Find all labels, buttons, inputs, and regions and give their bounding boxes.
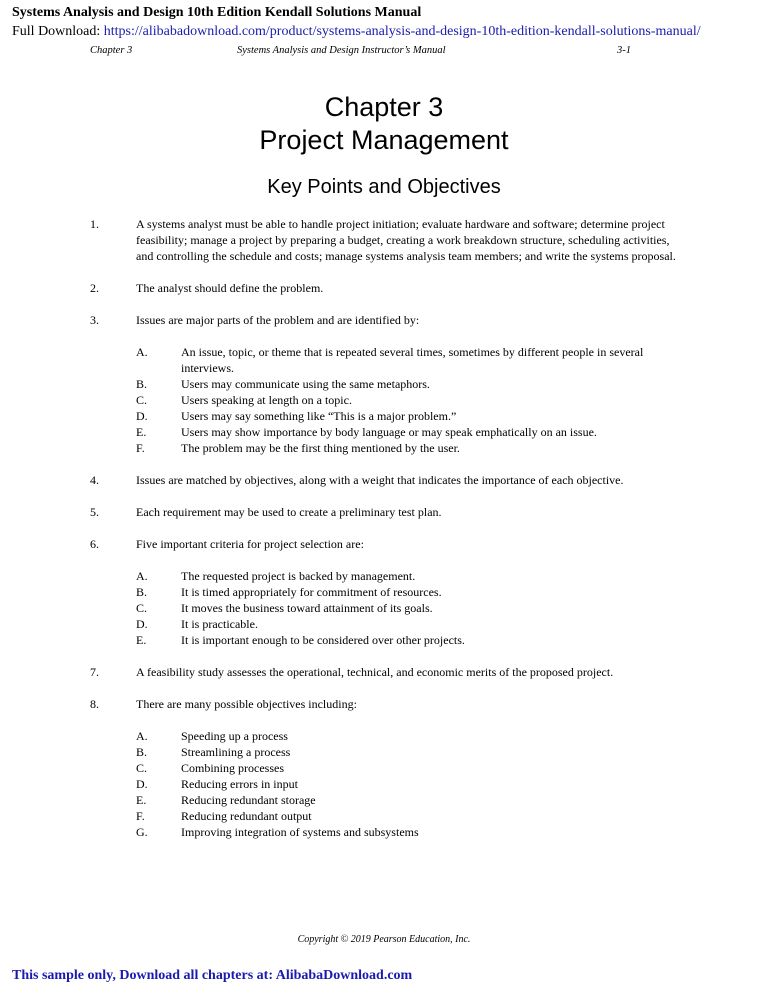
list-item-text: A feasibility study assesses the operational, technical, and economic merits of the proposed project. xyxy=(136,665,614,679)
list-item-number: 5. xyxy=(90,505,99,519)
sub-list-item-letter: B. xyxy=(136,585,148,599)
sub-list-item-letter: A. xyxy=(136,345,148,359)
sub-list-item xyxy=(0,424,768,440)
chapter-title: Project Management xyxy=(259,125,509,155)
sub-list-item-letter: D. xyxy=(136,777,148,791)
list-item-text: Each requirement may be used to create a preliminary test plan. xyxy=(136,505,442,519)
sub-list-item xyxy=(0,376,768,392)
sub-list-item-text: The problem may be the first thing mentioned by the user. xyxy=(181,441,460,455)
sub-list-item-text: Reducing redundant output xyxy=(181,809,312,823)
sub-list-item-letter: C. xyxy=(136,601,148,615)
sub-list-item-letter: C. xyxy=(136,761,148,775)
download-banner xyxy=(12,24,701,40)
sub-list-item-text: It moves the business toward attainment of its goals. xyxy=(181,601,433,615)
sub-list xyxy=(0,728,768,840)
sub-list-item xyxy=(0,392,768,408)
sub-list-item xyxy=(0,568,768,584)
list-item-number: 7. xyxy=(90,665,99,679)
list-item xyxy=(0,696,768,840)
list-item-number: 1. xyxy=(90,217,99,231)
copyright-notice: Copyright © 2019 Pearson Education, Inc. xyxy=(297,934,471,945)
chapter-number: Chapter 3 xyxy=(324,92,444,122)
sub-list-item-text: Combining processes xyxy=(181,761,284,775)
sub-list-item-text: An issue, topic, or theme that is repeated several times, sometimes by different people in several interviews. xyxy=(181,345,644,375)
sub-list-item-letter: F. xyxy=(136,809,145,823)
sub-list-item xyxy=(0,824,768,840)
list-item-text: There are many possible objectives including: xyxy=(136,697,357,711)
sub-list-item-letter: E. xyxy=(136,793,147,807)
sub-list-item xyxy=(0,728,768,744)
list-item xyxy=(0,280,768,296)
sub-list-item-letter: D. xyxy=(136,617,148,631)
key-points-list xyxy=(0,216,768,856)
sub-list-item-letter: D. xyxy=(136,409,148,423)
list-item-text: The analyst should define the problem. xyxy=(136,281,324,295)
sub-list-item xyxy=(0,632,768,648)
download-all-banner[interactable]: This sample only, Download all chapters at: AlibabaDownload.com xyxy=(12,968,413,983)
list-item-text: A systems analyst must be able to handle project initiation; evaluate hardware and software; determine project feasibility; manage a project by preparing a budget, creating a work breakdown structure, scheduling activities, and controlling the schedule and costs; manage systems analysis team members; and write the systems proposal. xyxy=(136,217,676,263)
sub-list xyxy=(0,568,768,648)
list-item-number: 8. xyxy=(90,697,99,711)
list-item xyxy=(0,216,768,264)
sub-list-item-text: It is timed appropriately for commitment of resources. xyxy=(181,585,442,599)
sub-list-item-letter: A. xyxy=(136,569,148,583)
running-header-page-number: 3-1 xyxy=(617,45,631,56)
sub-list-item-text: Users may show importance by body language or may speak emphatically on an issue. xyxy=(181,425,597,439)
list-item-number: 3. xyxy=(90,313,99,327)
sub-list-item-letter: B. xyxy=(136,745,148,759)
sub-list-item xyxy=(0,440,768,456)
sub-list-item-text: Speeding up a process xyxy=(181,729,288,743)
section-heading: Key Points and Objectives xyxy=(267,176,501,198)
sub-list-item-text: Reducing redundant storage xyxy=(181,793,316,807)
sub-list-item xyxy=(0,808,768,824)
sub-list-item xyxy=(0,344,768,376)
list-item xyxy=(0,472,768,488)
sub-list xyxy=(0,344,768,456)
list-item xyxy=(0,664,768,680)
sub-list-item-text: It is practicable. xyxy=(181,617,258,631)
download-link[interactable]: https://alibabadownload.com/product/systems-analysis-and-design-10th-edition-kendall-solutions-manual/ xyxy=(103,24,701,39)
list-item-text: Issues are matched by objectives, along with a weight that indicates the importance of each objective. xyxy=(136,473,624,487)
sub-list-item-letter: A. xyxy=(136,729,148,743)
list-item-number: 6. xyxy=(90,537,99,551)
sub-list-item-text: Reducing errors in input xyxy=(181,777,298,791)
list-item-text: Issues are major parts of the problem and are identified by: xyxy=(136,313,420,327)
running-header-title: Systems Analysis and Design Instructor’s Manual xyxy=(237,45,446,56)
sub-list-item xyxy=(0,616,768,632)
sub-list-item-letter: E. xyxy=(136,425,147,439)
download-banner-title: Systems Analysis and Design 10th Edition Kendall Solutions Manual xyxy=(12,5,422,20)
sub-list-item-letter: B. xyxy=(136,377,148,391)
sub-list-item xyxy=(0,776,768,792)
sub-list-item-letter: F. xyxy=(136,441,145,455)
sub-list-item-text: Improving integration of systems and subsystems xyxy=(181,825,419,839)
running-header-chapter: Chapter 3 xyxy=(90,45,133,56)
sub-list-item xyxy=(0,792,768,808)
sub-list-item xyxy=(0,760,768,776)
list-item-number: 2. xyxy=(90,281,99,295)
sub-list-item-text: Users may say something like “This is a major problem.” xyxy=(181,409,457,423)
list-item xyxy=(0,536,768,648)
sub-list-item xyxy=(0,584,768,600)
sub-list-item-letter: G. xyxy=(136,825,148,839)
download-label: Full Download: xyxy=(12,24,104,39)
list-item xyxy=(0,312,768,456)
running-header xyxy=(0,45,768,59)
list-item-number: 4. xyxy=(90,473,99,487)
chapter-heading xyxy=(0,91,768,157)
list-item-text: Five important criteria for project selection are: xyxy=(136,537,364,551)
sub-list-item xyxy=(0,408,768,424)
sub-list-item-text: It is important enough to be considered over other projects. xyxy=(181,633,465,647)
sub-list-item xyxy=(0,600,768,616)
sub-list-item xyxy=(0,744,768,760)
sub-list-item-text: Users speaking at length on a topic. xyxy=(181,393,352,407)
sub-list-item-text: Users may communicate using the same metaphors. xyxy=(181,377,430,391)
list-item xyxy=(0,504,768,520)
sub-list-item-text: The requested project is backed by management. xyxy=(181,569,416,583)
sub-list-item-letter: E. xyxy=(136,633,147,647)
sub-list-item-text: Streamlining a process xyxy=(181,745,291,759)
sub-list-item-letter: C. xyxy=(136,393,148,407)
